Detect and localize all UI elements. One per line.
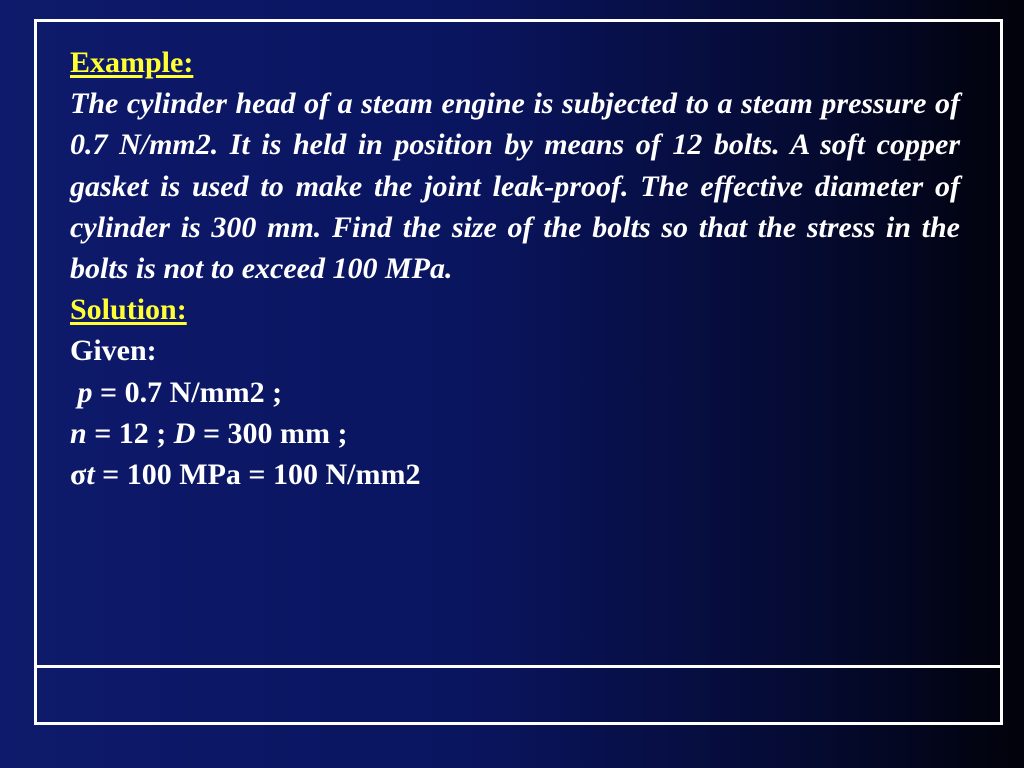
d-symbol: D [173, 416, 196, 450]
slide-footer-frame [34, 665, 1003, 725]
given-bolts-diameter [70, 413, 960, 454]
given-label: Given: [70, 334, 157, 368]
problem-statement: The cylinder head of a steam engine is subjected to a steam pressure of 0.7 N/mm2. It is held in position by means of 12 bolts. A soft copper gasket is used to make the joint leak-proof. The effective diameter of cylinder is 300 mm. Find the size of the bolts so that the stress in the bolts is not to exceed 100 MPa. [70, 87, 960, 286]
n-value: = 12 ; [86, 416, 174, 450]
n-symbol: n [70, 416, 87, 450]
given-stress [70, 454, 960, 495]
t-symbol: t [86, 458, 95, 492]
slide-content [70, 42, 960, 495]
given-pressure [70, 372, 960, 413]
sigma-value: = 100 MPa = 100 N/mm2 [94, 458, 421, 492]
p-value: = 0.7 N/mm2 ; [92, 375, 283, 409]
example-heading: Example: [70, 46, 194, 79]
d-value: = 300 mm ; [195, 416, 348, 450]
solution-heading: Solution: [70, 293, 187, 327]
p-symbol: p [77, 375, 93, 409]
sigma-symbol: σ [70, 458, 87, 492]
